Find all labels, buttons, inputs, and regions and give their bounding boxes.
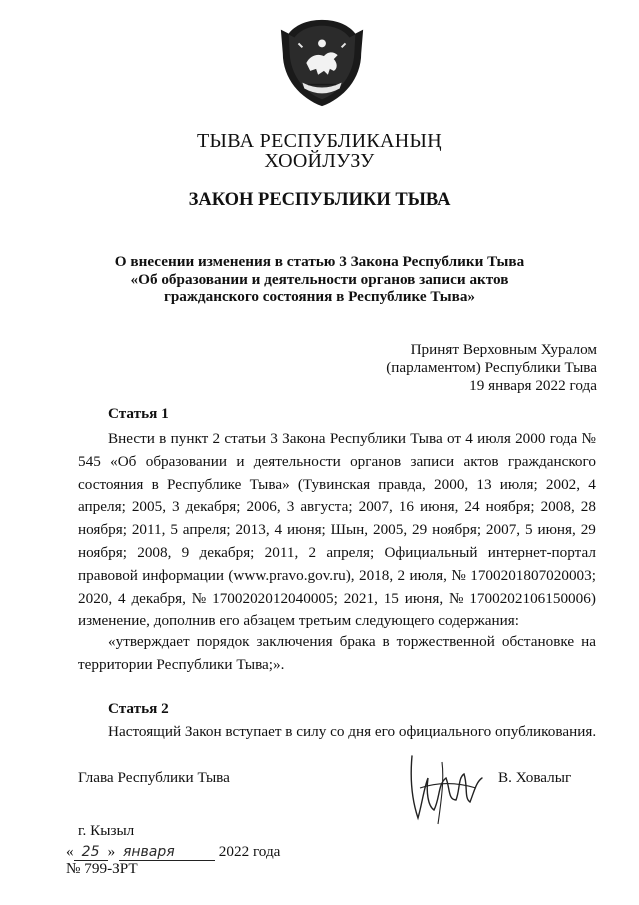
- word: 2005,: [372, 521, 408, 539]
- word: 2000: [515, 430, 546, 447]
- word: 3: [286, 498, 295, 516]
- word: 24: [464, 498, 480, 516]
- word: 2002,: [545, 475, 581, 493]
- coat-of-arms-icon: [273, 14, 371, 112]
- word: записи: [410, 452, 455, 470]
- word: 15: [383, 589, 399, 607]
- word: и: [236, 452, 245, 470]
- word: Республике: [167, 475, 242, 493]
- adoption-line-2: (парламентом) Республики Тыва: [386, 359, 597, 376]
- signing-date: [66, 843, 280, 861]
- word: 4: [588, 475, 596, 493]
- word: 28: [580, 498, 596, 516]
- word: органов: [350, 452, 402, 470]
- text-line: [78, 631, 596, 654]
- handwritten-signature-icon: [398, 748, 488, 828]
- subject-line-1: О внесении изменения в статью 3 Закона Республики Тыва: [114, 253, 525, 270]
- word: «утверждает: [108, 633, 190, 650]
- word: гражданского: [507, 452, 596, 470]
- word: 5: [170, 521, 178, 539]
- word: июля;: [499, 475, 538, 493]
- word: декабря;: [199, 543, 255, 561]
- word: апреля;: [182, 521, 231, 539]
- header-line-1: ТЫВА РЕСПУБЛИКАНЫҢ: [197, 130, 442, 152]
- word: 2018,: [358, 566, 394, 584]
- word: 2007,: [358, 498, 393, 516]
- word: 16: [398, 498, 414, 516]
- article-1-paragraph-2: [78, 631, 596, 677]
- word: 29: [412, 521, 428, 539]
- adoption-note: [386, 341, 597, 395]
- word: статьи: [224, 430, 266, 447]
- word: в: [382, 633, 390, 650]
- word: 2000,: [434, 475, 469, 493]
- article-2-paragraph: [78, 721, 596, 744]
- word: ноября;: [485, 498, 535, 516]
- word: 545: [78, 452, 101, 470]
- word: изменение, дополнив его абзацем третьим следующего содержания:: [78, 612, 519, 630]
- word: 3: [172, 498, 180, 516]
- word: заключения: [256, 633, 333, 650]
- text-line: [78, 496, 596, 519]
- word: года: [549, 430, 578, 447]
- word: территории Республики Тыва;».: [78, 655, 285, 673]
- word: Шын,: [330, 521, 369, 539]
- text-line: [78, 519, 596, 542]
- word: апреля;: [78, 498, 126, 516]
- text-line: [78, 654, 596, 677]
- word: июля,: [409, 566, 447, 584]
- word: №: [581, 430, 596, 447]
- text-line: [78, 474, 596, 497]
- word: августа;: [300, 498, 353, 516]
- word: 2008,: [540, 498, 575, 516]
- word: образовании: [145, 452, 227, 470]
- word: ноября;: [432, 521, 482, 539]
- signatory-name: В. Ховалыг: [498, 769, 572, 786]
- word: июня;: [286, 521, 326, 539]
- word: 2007,: [485, 521, 521, 539]
- word: 2011,: [264, 543, 299, 561]
- word: 2006,: [246, 498, 281, 516]
- word: порядок: [196, 633, 250, 650]
- word: 4: [118, 589, 126, 607]
- word: от: [446, 430, 462, 447]
- word: Тыва: [410, 430, 443, 447]
- word: Закона: [282, 430, 326, 447]
- word: 3: [270, 430, 278, 447]
- word: информации: [142, 566, 224, 584]
- word: 2021,: [343, 589, 378, 607]
- article-2-text: Настоящий Закон вступает в силу со дня его официального опубликования.: [108, 723, 597, 740]
- word: июля: [477, 430, 511, 447]
- header-line-2: ХООЙЛУЗУ: [264, 150, 375, 172]
- word: (www.pravo.gov.ru),: [228, 566, 355, 584]
- word: обстановке: [501, 633, 575, 650]
- word: брака: [339, 633, 376, 650]
- word: июня,: [419, 498, 459, 516]
- word: 29: [580, 521, 596, 539]
- date-month: января: [119, 844, 215, 861]
- law-title: ЗАКОН РЕСПУБЛИКИ ТЫВА: [188, 190, 451, 210]
- word: 2008,: [137, 543, 172, 561]
- word: 2013,: [235, 521, 270, 539]
- word: на: [581, 633, 596, 650]
- word: в: [159, 430, 167, 447]
- date-day: 25: [74, 844, 108, 861]
- word: декабря;: [185, 498, 241, 516]
- text-line: [78, 451, 596, 474]
- article-1-paragraph-1: [78, 428, 596, 633]
- word: 2: [308, 543, 317, 561]
- word: июня,: [537, 521, 576, 539]
- article-1-heading: Статья 1: [108, 405, 169, 422]
- text-line: [78, 588, 596, 611]
- word: №: [448, 589, 464, 607]
- word: 4: [274, 521, 283, 539]
- word: ноября;: [78, 521, 127, 539]
- place-of-signing: г. Кызыл: [78, 822, 135, 839]
- adoption-line-1: Принят Верховным Хуралом: [410, 341, 597, 358]
- date-open-quote: «: [66, 843, 74, 860]
- word: правовой: [78, 566, 138, 584]
- word: апреля;: [326, 543, 375, 561]
- text-line: [78, 565, 596, 588]
- word: 13: [476, 475, 492, 493]
- word: №: [451, 566, 466, 584]
- word: 9: [181, 543, 190, 561]
- word: №: [191, 589, 207, 607]
- subject-line-3: гражданского состояния в Республике Тыва»: [163, 288, 476, 305]
- word: декабря,: [131, 589, 186, 607]
- word: 1700201807020003;: [470, 566, 596, 584]
- word: 2020,: [78, 589, 113, 607]
- word: правда,: [378, 475, 426, 493]
- word: Внести: [108, 430, 155, 447]
- subject-line-2: «Об образовании и деятельности органов записи актов: [130, 270, 509, 288]
- word: в: [151, 475, 159, 493]
- adoption-date: 19 января 2022 года: [469, 377, 597, 394]
- word: деятельности: [253, 452, 341, 470]
- word: 1700202012040005;: [212, 589, 338, 607]
- word: ноября;: [78, 543, 127, 561]
- word: 2: [397, 566, 406, 584]
- word: Республики: [329, 430, 407, 447]
- date-close-quote: »: [107, 843, 116, 860]
- word: 2: [212, 430, 221, 447]
- word: торжественной: [396, 633, 495, 650]
- article-2-heading: Статья 2: [108, 700, 169, 717]
- law-number: № 799-ЗРТ: [66, 860, 138, 877]
- word: Официальный: [384, 543, 478, 561]
- text-line: [78, 542, 596, 565]
- signatory-position: Глава Республики Тыва: [78, 769, 230, 786]
- word: Тыва»: [249, 475, 290, 493]
- word: актов: [463, 452, 499, 470]
- word: пункт: [170, 430, 209, 447]
- date-year: 2022 года: [218, 843, 281, 860]
- word: (Тувинская: [297, 475, 371, 493]
- word: 2005,: [131, 498, 166, 516]
- word: 4: [465, 430, 473, 447]
- word: «Об: [110, 452, 137, 470]
- word: интернет-портал: [487, 543, 596, 561]
- text-line: [78, 428, 596, 451]
- text-line: [78, 610, 596, 633]
- word: 1700202106150006): [469, 589, 596, 607]
- word: 2011,: [131, 521, 166, 539]
- word: состояния: [78, 475, 144, 493]
- word: июня,: [404, 589, 444, 607]
- law-subject: [60, 253, 579, 306]
- word: 5: [524, 521, 533, 539]
